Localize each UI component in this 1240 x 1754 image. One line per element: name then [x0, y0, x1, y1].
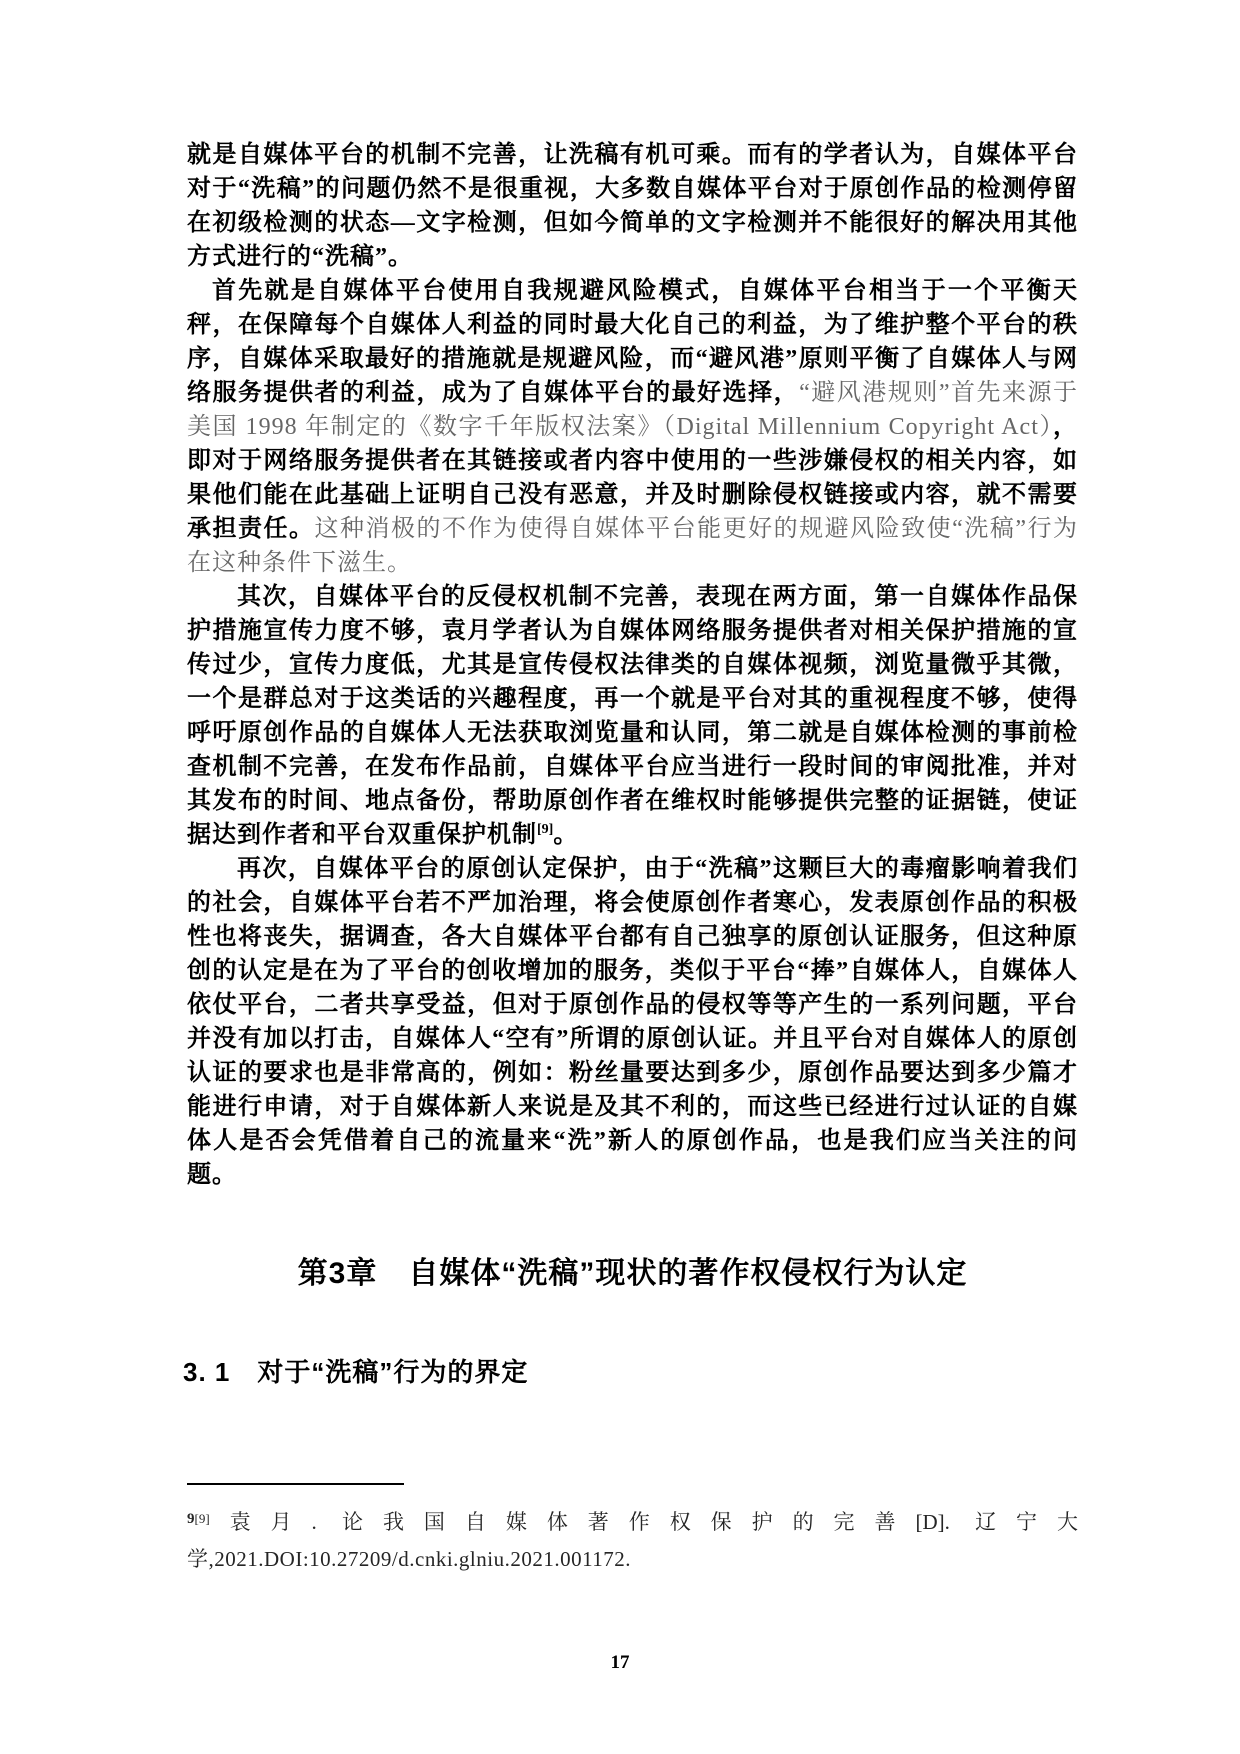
citation-superscript: [9]	[537, 822, 554, 837]
text-run: 其次，自媒体平台的反侵权机制不完善，表现在两方面，第一自媒体作品保护措施宣传力度不够，袁月学者认为自媒体网络服务提供者对相关保护措施的宣传过少，宣传力度低，尤其是宣传侵权法律类的自媒体视频，浏览量微乎其微，一个是群总对于这类话的兴趣程度，再一个就是平台对其的重视程度不够，使得呼吁原创作品的自媒体人无法获取浏览量和认同，第二就是自媒体检测的事前检查机制不完善，在发布作品前，自媒体平台应当进行一段时间的审阅批准，并对其发布的时间、地点备份，帮助原创作者在维权时能够提供完整的证据链，使证据达到作者和平台双重保护机制	[187, 584, 1078, 848]
page-number: 17	[610, 1652, 630, 1673]
text-run: ，即对于网络服务提供者在其链接或者内容中使用的一些涉嫌侵权的相关内容，如果他们能在此基础上证明自己没有恶意，并及时删除侵权链接或内容，就不需要承担责任。	[187, 414, 1078, 542]
section-heading: 3. 1 对于“洗稿”行为的界定	[183, 1357, 529, 1387]
body-paragraph-4	[187, 852, 1078, 1192]
footnote-marker: 9	[187, 1511, 195, 1527]
text-run: 首先就是自媒体平台使用自我规避风险模式，自媒体平台相当于一个平衡天秤，在保障每个自媒体人利益的同时最大化自己的利益，为了维护整个平台的秩序，自媒体采取最好的措施就是规避风险，而“避风港”原则平衡了自媒体人与网络服务提供者的利益，成为了自媒体平台的最好选择，	[187, 278, 1078, 406]
footnote	[187, 1500, 1078, 1578]
body-paragraph-3	[187, 580, 1078, 852]
text-run-muted: “避风港规则”首先来源于美国 1998 年制定的《数字千年版权法案》（Digital Millennium Copyright Act）	[187, 380, 1079, 440]
chapter-heading: 第3章 自媒体“洗稿”现状的著作权侵权行为认定	[297, 1257, 968, 1290]
body-paragraph-2	[187, 274, 1078, 580]
text-run: 。	[553, 822, 579, 848]
footnote-line-1	[187, 1500, 1078, 1541]
footnote-line-2: 学,2021.DOI:10.27209/d.cnki.glniu.2021.001172.	[187, 1547, 632, 1571]
body-paragraph-1	[187, 138, 1078, 274]
text-run: 就是自媒体平台的机制不完善，让洗稿有机可乘。而有的学者认为，自媒体平台对于“洗稿”的问题仍然不是很重视，大多数自媒体平台对于原创作品的检测停留在初级检测的状态—文字检测，但如今简单的文字检测并不能很好的解决用其他方式进行的“洗稿”。	[187, 142, 1078, 270]
footnote-citation-text: 袁月. 论我国自媒体著作权保护的完善[D]. 辽宁大	[209, 1510, 1078, 1534]
footnote-marker-bracket: [9]	[194, 1511, 210, 1526]
body-text-block	[187, 138, 1078, 1192]
text-run-muted: 这种消极的不作为使得自媒体平台能更好的规避风险致使“洗稿”行为在这种条件下滋生。	[187, 516, 1078, 576]
text-run: 再次，自媒体平台的原创认定保护，由于“洗稿”这颗巨大的毒瘤影响着我们的社会，自媒体平台若不严加治理，将会使原创作者寒心，发表原创作品的积极性也将丧失，据调查，各大自媒体平台都有自己独享的原创认证服务，但这种原创的认定是在为了平台的创收增加的服务，类似于平台“捧”自媒体人，自媒体人依仗平台，二者共享受益，但对于原创作品的侵权等等产生的一系列问题，平台并没有加以打击，自媒体人“空有”所谓的原创认证。并且平台对自媒体人的原创认证的要求也是非常高的，例如：粉丝量要达到多少，原创作品要达到多少篇才能进行申请，对于自媒体新人来说是及其不利的，而这些已经进行过认证的自媒体人是否会凭借着自己的流量来“洗”新人的原创作品，也是我们应当关注的问题。	[187, 856, 1078, 1188]
footnote-separator	[187, 1483, 404, 1485]
